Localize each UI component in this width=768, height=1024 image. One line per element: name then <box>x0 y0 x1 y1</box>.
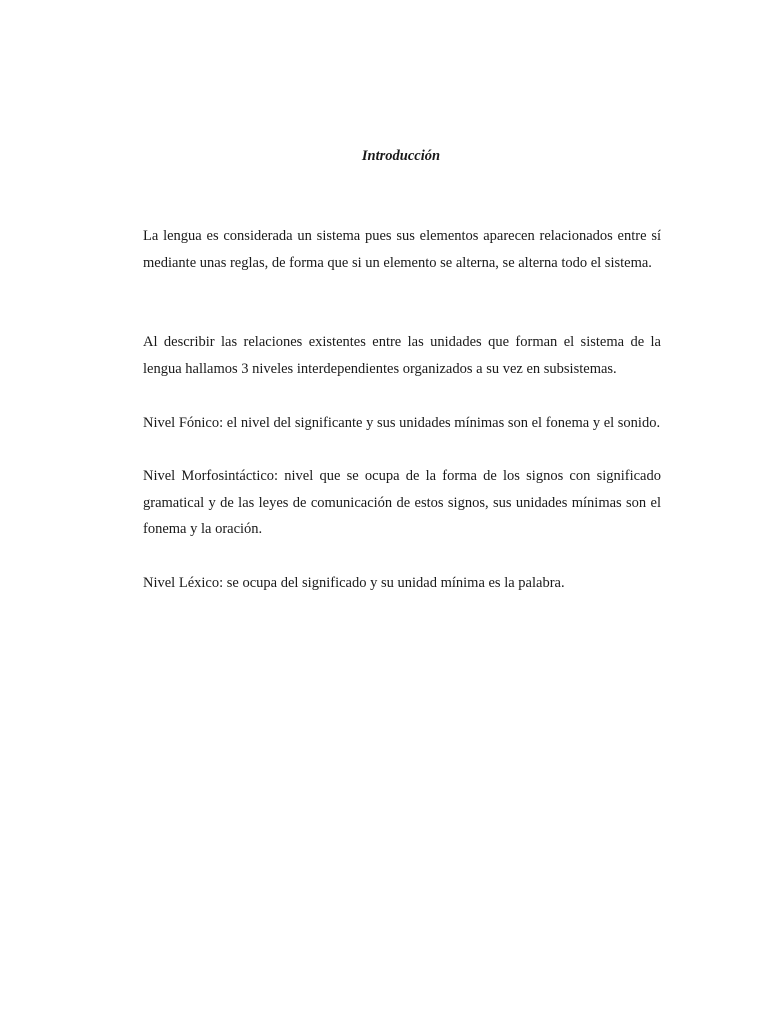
paragraph-relaciones-niveles: Al describir las relaciones existentes entre las unidades que forman el sistema de la lengua hallamos 3 niveles interdependientes organizados a su vez en subsistemas. <box>143 334 661 377</box>
paragraph-lengua-sistema: La lengua es considerada un sistema pues sus elementos aparecen relacionados entre sí mediante unas reglas, de forma que si un elemento se alterna, se alterna todo el sistema. <box>143 228 661 271</box>
page-title: Introducción <box>361 148 441 164</box>
paragraph-nivel-fonico: Nivel Fónico: el nivel del significante y sus unidades mínimas son el fonema y el sonido. <box>143 415 661 431</box>
paragraph-nivel-morfosintactico: Nivel Morfosintáctico: nivel que se ocupa de la forma de los signos con significado gramatical y de las leyes de comunicación de estos signos, sus unidades mínimas son el fonema y la oración. <box>143 468 661 537</box>
paragraph-nivel-lexico: Nivel Léxico: se ocupa del significado y su unidad mínima es la palabra. <box>143 575 565 591</box>
